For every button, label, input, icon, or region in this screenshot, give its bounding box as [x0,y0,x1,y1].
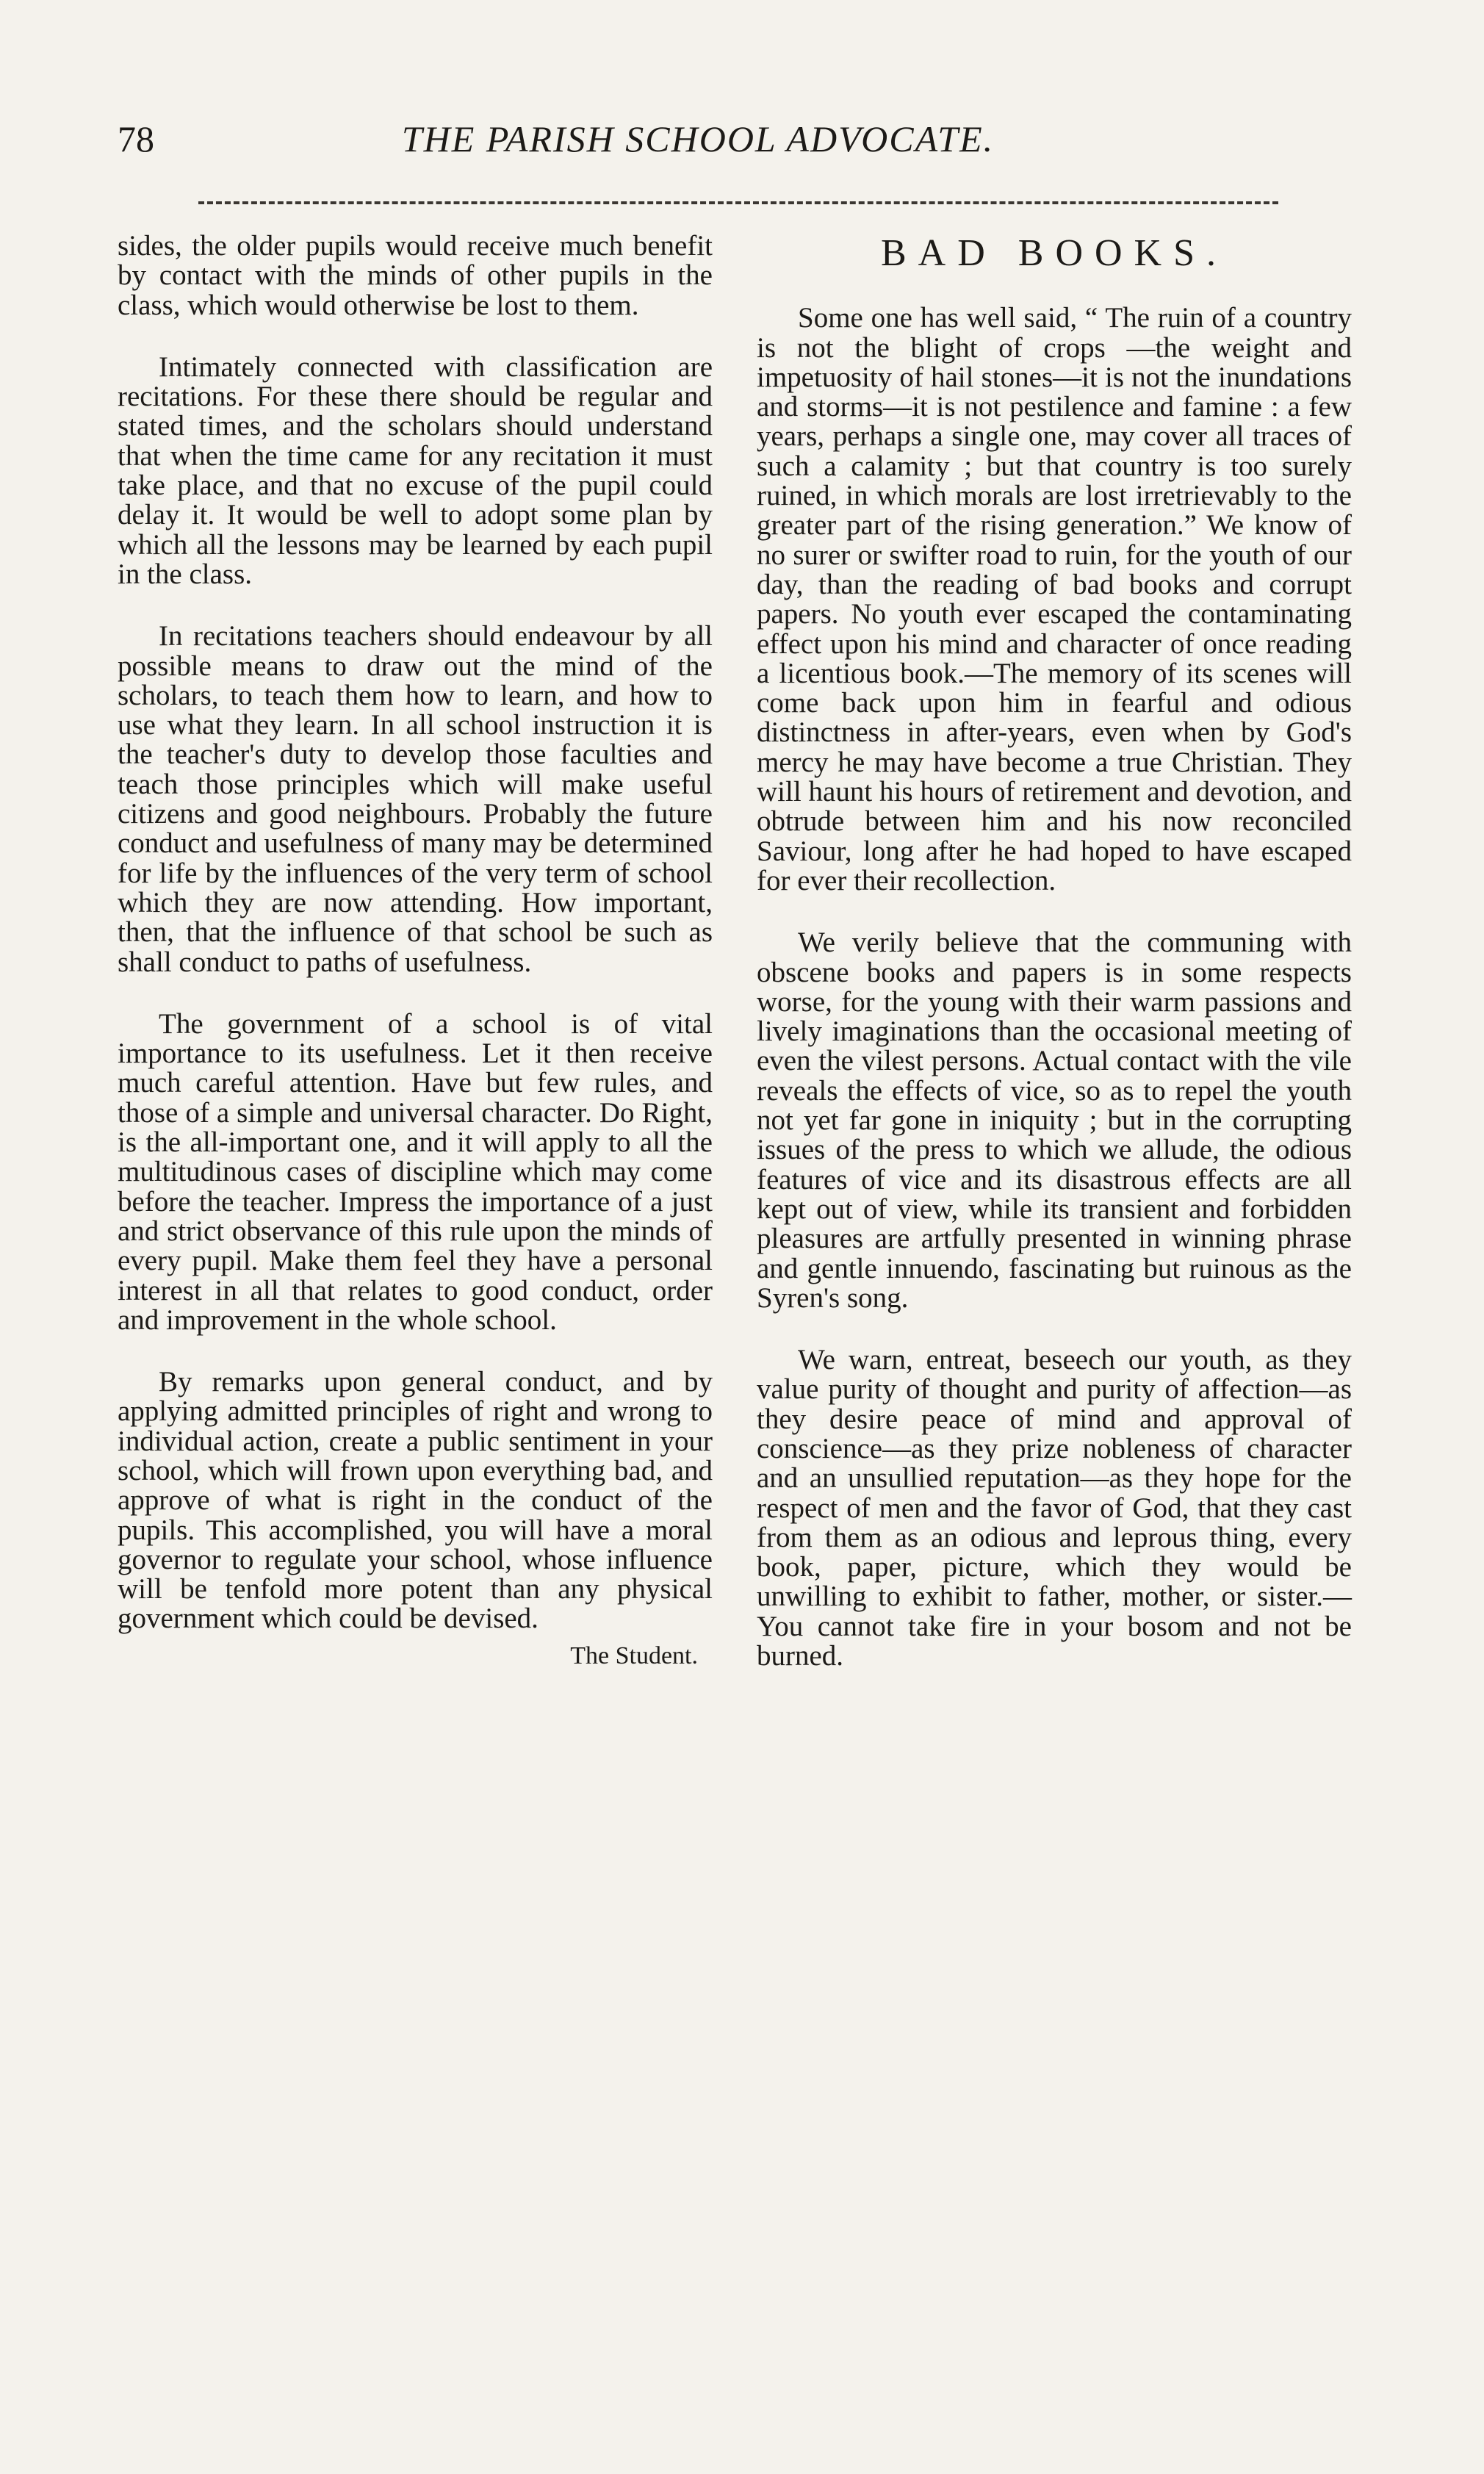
running-title: THE PARISH SCHOOL ADVOCATE. [401,118,995,159]
left-paragraph-3: In recitations teachers should endeavour by all possible means to draw out the mind of the scholars, to teach them how to learn, and how to use what they learn. In all school instruction it is the teacher's duty to develop those faculties and teach those principles which will make useful citizens and good neighbours. Probably the future conduct and usefulness of many may be determined for life by the influences of the very term of school which they are now attending. How important, then, that the influence of that school be such as shall conduct to paths of usefulness. [118,620,713,978]
left-paragraph-1: sides, the older pupils would receive much benefit by contact with the minds of other pupils in the class, which would otherwise be lost to them. [118,230,713,321]
right-paragraph-3: We warn, entreat, beseech our youth, as they value purity of thought and purity of affection—as they desire peace of mind and approval of conscience—as they prize nobleness of character and an unsullied reputation—as they hope for the respect of men and the favor of God, that they cast from them as an odious and leprous thing, every book, paper, picture, which they would be unwilling to exhibit to father, mother, or sister.—You cannot take fire in your bosom and not be burned. [757,1344,1352,1672]
page-header [118,118,1278,169]
left-paragraph-2: Intimately connected with classification are recitations. For these there should be regular and stated times, and the scholars should understand that when the time came for any recitation it must take place, and that no excuse of the pupil could delay it. It would be well to adopt some plan by which all the lessons may be learned by each pupil in the class. [118,350,713,590]
left-paragraph-4: The government of a school is of vital importance to its usefulness. Let it then receive much careful attention. Have but few rules, and those of a simple and universal character. Do Right, is the all-important one, and it will apply to all the multitudinous cases of discipline which may come before the teacher. Impress the importance of a just and strict observance of this rule upon the minds of every pupil. Make them feel they have a personal interest in all that relates to good conduct, order and improvement in the whole school. [118,1007,713,1336]
right-paragraph-2: We verily believe that the communing with obscene books and papers is in some respects worse, for the young with their warm passions and lively imaginations than the occasional meeting of even the vilest persons. Actual contact with the vile reveals the effects of vice, so as to repel the youth not yet far gone in iniquity ; but in the corrupting issues of the press to which we allude, the odious features of vice and its disastrous effects are all kept out of view, while its transient and forbidden pleasures are artfully presented in winning phrase and gentle innuendo, fascinating but ruinous as the Syren's song. [757,927,1352,1314]
left-column [118,231,713,1671]
right-paragraph-1: Some one has well said, “ The ruin of a country is not the blight of crops —the weight and impetuosity of hail stones—it is not the inundations and storms—it is not pestilence and famine : a few years, perhaps a single one, may cover all traces of such a calamity ; but that country is too surely ruined, in which morals are lost irretrievably to the greater part of the rising generation.” We know of no surer or swifter road to ruin, for the youth of our day, than the reading of bad books and corrupt papers. No youth ever escaped the contaminating effect upon his mind and character of once reading a licentious book.—The memory of its scenes will come back upon him in fearful and odious distinctness in after-years, even when by God's mercy he may have become a true Christian. They will haunt his hours of retirement and devotion, and obtrude between him and his now reconciled Saviour, long after he had hoped to have escaped for ever their recollection. [757,302,1352,896]
article-title: BAD BOOKS. [880,232,1228,274]
article-signature: The Student. [570,1641,698,1669]
header-divider [198,201,1278,204]
page-number: 78 [118,118,154,159]
left-paragraph-5: By remarks upon general conduct, and by applying admitted principles of right and wrong to individual action, create a public sentiment in your school, which will frown upon everything bad, and approve of what is right in the conduct of the pupils. This accomplished, you will have a moral governor to regulate your school, whose influence will be tenfold more potent than any physical government which could be devised. [118,1366,713,1635]
right-column [757,232,1352,1672]
